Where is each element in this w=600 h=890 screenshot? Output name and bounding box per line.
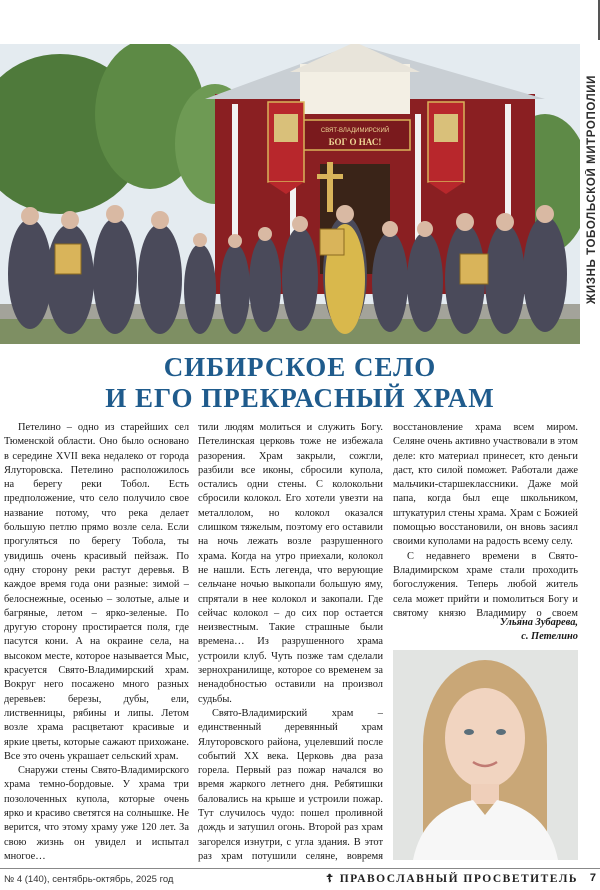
magazine-name: ПРАВОСЛАВНЫЙ ПРОСВЕТИТЕЛЬ [339, 872, 578, 885]
cross-icon: ☦ [326, 873, 335, 885]
author-place: с. Петелино [521, 631, 578, 642]
paragraph: восстановление храма всем миром. Селяне очень активно участвовали в этом деле: кто материал принесет, кто деньги даст, кто силой поможет. Работали даже мальчики-старшеклассники. Даже мой папа, когда был еще школьником, штукатурил стены храма. Храм с Божией помощью восстановили, он вновь засиял своими куполами на радость всему селу. [393, 422, 578, 548]
paragraph: С недавнего времени в Свято-Владимирском храме стали проходить богослужения. Теперь любой житель села может прийти и помолиться Богу и святому князю Владимиру о своем [393, 550, 578, 619]
photo-banner-line1: СВЯТ-ВЛАДИМИРСКИЙ [320, 128, 390, 134]
author-signature [393, 616, 578, 644]
paragraph: тили людям молиться и служить Богу. Петелинская церковь тоже не избежала разорения. Храм закрыли, сожгли, разбили все иконы, сбросили купола, остались одни стены. С колокольни сбросили колокол. Его хотели увезти на металлолом, но колокол оказался слишком тяжелым, поэтому его оставили на ночь лежать возле разрушенного храма. Когда на утро приехали, колокол не нашли. Есть легенда, что верующие сельчане ночью выкопали большую яму, спрятали в нее колокол и закопали. Где сейчас колокол – до сих пор остается неизвестным. Такие страшные были времена… Из разрушенного храма устроили клуб. Чуть позже там сделали зернохранилище, которое со временем за ненадобностью оставили на произвол судьбы. [198, 422, 383, 705]
portrait-illustration [393, 650, 578, 860]
magazine-title [326, 872, 578, 885]
paragraph: Снаружи стены Свято-Владимирского храма темно-бордовые. У храма три позолоченных купола, которые очень ярко и красиво светятся на солнышке. Не верится, что этому храму уже 120 лет. За свою жизнь он увидел и испытал многое… [4, 765, 189, 862]
author-name: Ульяна Зубарева, [499, 617, 578, 628]
section-rubric [583, 40, 600, 340]
text-column-2 [198, 421, 383, 866]
photo-banner-big: БОГ О НАС! [328, 137, 382, 147]
paragraph: Свято-Владимирский храм – единственный деревянный храм Ялуторовского района, уцелевший после событий XX века. Церковь два раза горела. Первый раз пожар начался во время жаркого летнего дня. Ребятишки баловались на крыше и устроили пожар. Тут случилось чудо: пошел проливной дождь и затушил огонь. Второй раз храм загорелся изнутри, с угла здания. В этот раз храм потушили селяне, вовремя [198, 707, 383, 862]
text-column-3 [393, 421, 578, 621]
rubric-text: ЖИЗНЬ ТОБОЛЬСКОЙ МИТРОПОЛИИ [585, 75, 598, 305]
headline-line2: И ЕГО ПРЕКРАСНЫЙ ХРАМ [105, 383, 495, 413]
issue-info: № 4 (140), сентябрь-октябрь, 2025 год [4, 874, 174, 885]
article-headline [0, 352, 600, 414]
paragraph [4, 864, 189, 866]
headline-line1: СИБИРСКОЕ СЕЛО [163, 352, 437, 382]
page-number: 7 [589, 872, 596, 884]
footer-rule [0, 868, 600, 869]
text-column-1 [4, 421, 189, 866]
author-portrait [393, 650, 578, 860]
paragraph: Петелино – одно из старейших сел Тюменской области. Оно было основано в середине XVII века недалеко от города Ялуторовска. Петелино расположилось на берегу реки Тобол. Есть предположение, что село получило свое название потому, что река делает большую петлю прямо возле села. Если прогуляться по берегу Тобола, ты увидишь очень красивый пейзаж. По одну сторону реки растут деревья. В каждое время года они разные: зимой – белоснежные, осенью – золотые, алые и багряные, летом – ярко-зеленые. По другую сторону простирается поля, где пасутся кони. А на окраине села, на высоком месте, которое называется Мыс, красуется Свято-Владимирский храм. Вокруг него посажено много разных деревьев: березы, дубы, ели, лиственницы, рябины и липы. Летом возле храма расцветают красивые и яркие цветы, которые сажают прихожане. Все это очень украшает сельский храм. [4, 422, 189, 762]
church-group-photo [0, 44, 580, 344]
photo-illustration [0, 44, 580, 344]
